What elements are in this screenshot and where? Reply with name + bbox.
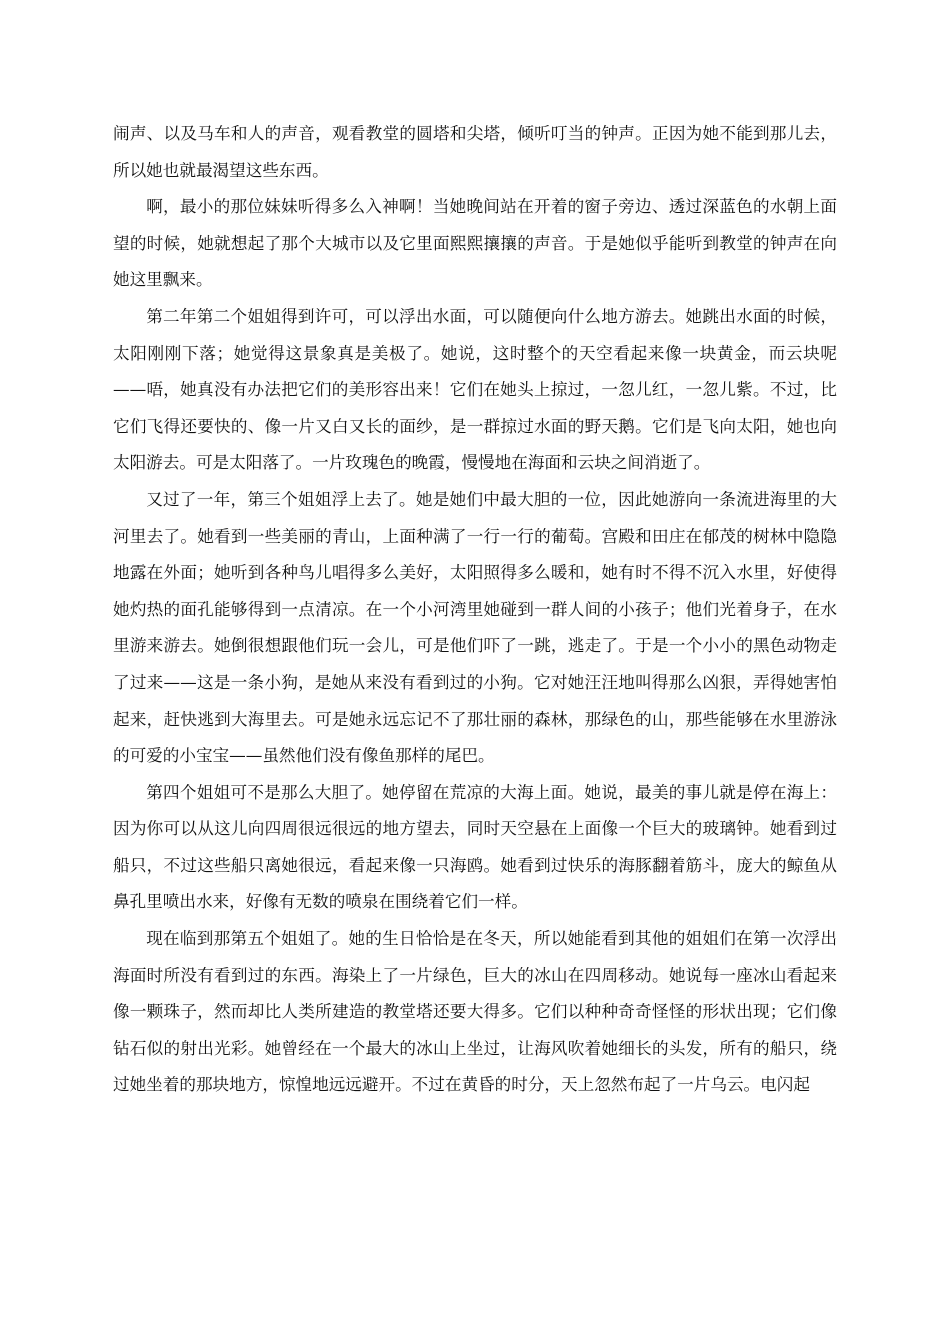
paragraph: 又过了一年，第三个姐姐浮上去了。她是她们中最大胆的一位，因此她游向一条流进海里的大河里去了。她看到一些美丽的青山，上面种满了一行一行的葡萄。宫殿和田庄在郁茂的树林中隐隐地露在外面；她听到各种鸟儿唱得多么美好，太阳照得多么暖和，她有时不得不沉入水里，好使得她灼热的面孔能够得到一点清凉。在一个小河湾里她碰到一群人间的小孩子；他们光着身子，在水里游来游去。她倒很想跟他们玩一会儿，可是他们吓了一跳，逃走了。于是一个小小的黑色动物走了过来——这是一条小狗，是她从来没有看到过的小狗。它对她汪汪地叫得那么凶狠，弄得她害怕起来，赶快逃到大海里去。可是她永远忘记不了那壮丽的森林，那绿色的山，那些能够在水里游泳的可爱的小宝宝——虽然他们没有像鱼那样的尾巴。	[113, 489, 837, 766]
paragraph: 现在临到那第五个姐姐了。她的生日恰恰是在冬天，所以她能看到其他的姐姐们在第一次浮出海面时所没有看到过的东西。海染上了一片绿色，巨大的冰山在四周移动。她说每一座冰山看起来像一颗珠子，然而却比人类所建造的教堂塔还要大得多。它们以种种奇奇怪怪的形状出现；它们像钻石似的射出光彩。她曾经在一个最大的冰山上坐过，让海风吹着她细长的头发，所有的船只，绕过她坐着的那块地方，惊惶地远远避开。不过在黄昏的时分，天上忽然布起了一片乌云。电闪起	[113, 929, 837, 1095]
paragraph-continued: 闹声、以及马车和人的声音，观看教堂的圆塔和尖塔，倾听叮当的钟声。正因为她不能到那儿去，所以她也就最渴望这些东西。	[113, 124, 837, 180]
paragraph: 第四个姐姐可不是那么大胆了。她停留在荒凉的大海上面。她说，最美的事儿就是停在海上：因为你可以从这儿向四周很远很远的地方望去，同时天空悬在上面像一个巨大的玻璃钟。她看到过船只，不过这些船只离她很远，看起来像一只海鸥。她看到过快乐的海豚翻着筋斗，庞大的鲸鱼从鼻孔里喷出水来，好像有无数的喷泉在围绕着它们一样。	[113, 782, 837, 912]
paragraph: 啊，最小的那位妹妹听得多么入神啊！当她晚间站在开着的窗子旁边、透过深蓝色的水朝上面望的时候，她就想起了那个大城市以及它里面熙熙攘攘的声音。于是她似乎能听到教堂的钟声在向她这里飘来。	[113, 197, 837, 290]
paragraph: 第二年第二个姐姐得到许可，可以浮出水面，可以随便向什么地方游去。她跳出水面的时候，太阳刚刚下落；她觉得这景象真是美极了。她说，这时整个的天空看起来像一块黄金，而云块呢——唔，她真没有办法把它们的美形容出来！它们在她头上掠过，一忽儿红，一忽儿紫。不过，比它们飞得还要快的、像一片又白又长的面纱，是一群掠过水面的野天鹅。它们是飞向太阳，她也向太阳游去。可是太阳落了。一片玫瑰色的晚霞，慢慢地在海面和云块之间消逝了。	[113, 306, 837, 473]
body-text	[113, 116, 837, 1104]
